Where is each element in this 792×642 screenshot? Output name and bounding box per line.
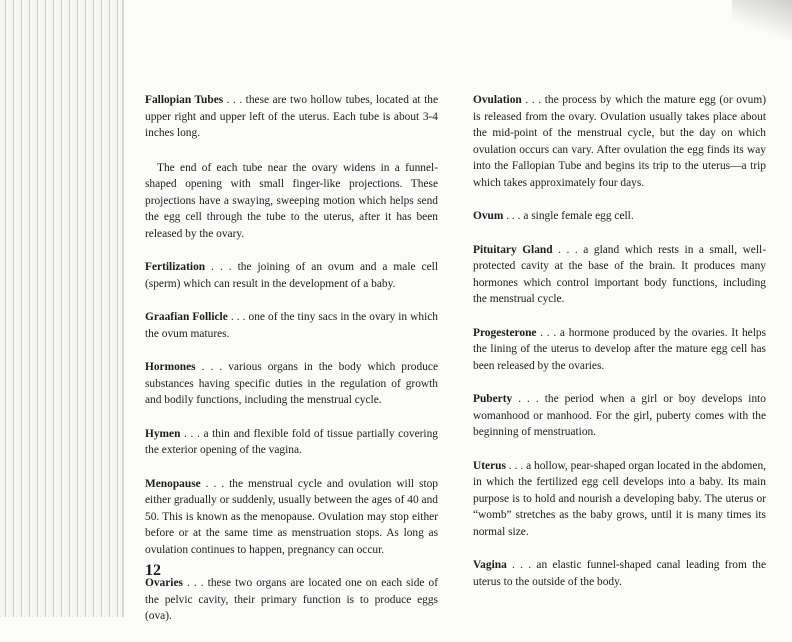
glossary-entry-fertilization bbox=[145, 259, 438, 292]
glossary-definition: . . . a single female egg cell. bbox=[503, 210, 634, 222]
glossary-term: Graafian Follicle bbox=[145, 311, 228, 323]
glossary-term: Menopause bbox=[145, 477, 201, 490]
glossary-term: Pituitary Gland bbox=[473, 243, 553, 256]
glossary-definition: . . . these two organs are located one on each side of the pelvic cavity, their primary function is to produce eggs (ova). bbox=[145, 577, 438, 622]
page-edge bbox=[122, 0, 124, 617]
glossary-definition: . . . an elastic funnel-shaped canal leading from the uterus to the outside of the body. bbox=[473, 559, 766, 588]
glossary-entry-ovum bbox=[473, 208, 766, 225]
glossary-entry-graafian-follicle bbox=[145, 309, 438, 342]
glossary-definition: . . . a hormone produced by the ovaries. It helps the lining of the uterus to develop after the mature egg cell has been released by the ovaries. bbox=[473, 326, 766, 372]
glossary-term: Progesterone bbox=[473, 326, 537, 339]
glossary-entry-menopause bbox=[145, 476, 438, 559]
glossary-term: Puberty bbox=[473, 393, 513, 405]
glossary-definition: . . . these are two hollow tubes, located at the upper right and upper left of the uterus. Each tube is about 3-4 inches long. bbox=[145, 94, 438, 139]
glossary-entry-hormones bbox=[145, 359, 438, 409]
glossary-term: Hymen bbox=[145, 427, 181, 440]
glossary-term: Ovum bbox=[473, 210, 504, 222]
glossary-term: Fallopian Tubes bbox=[145, 94, 224, 106]
glossary-entry-vagina bbox=[473, 557, 766, 590]
glossary-definition: . . . various organs in the body which produce substances having specific duties in the regulation of growth and bodily functions, including the menstrual cycle. bbox=[145, 361, 438, 406]
glossary-paragraph: The end of each tube near the ovary widens in a funnel-shaped opening with small finger-like projections. These projections have a swaying, sweeping motion which helps send the egg cell through the tube to the uterus, after it has been released by the ovary. bbox=[145, 161, 438, 240]
glossary-term: Fertilization bbox=[145, 261, 206, 273]
glossary-term: Hormones bbox=[145, 361, 196, 373]
glossary-definition: . . . a hollow, pear-shaped organ located in the abdomen, in which the fertilized egg cell develops into a baby. Its main purpose is to hold and nourish a developing baby. The uterus or “womb” stretches as the baby grows, until it is many times its normal size. bbox=[473, 459, 766, 538]
page-number: 12 bbox=[145, 562, 161, 579]
glossary-definition: . . . a thin and flexible fold of tissue partially covering the exterior opening of the vagina. bbox=[145, 427, 438, 456]
glossary-entry-fallopian-tubes bbox=[145, 92, 438, 142]
glossary-term: Vagina bbox=[473, 559, 507, 571]
glossary-definition: . . . the menstrual cycle and ovulation will stop either gradually or suddenly, usually between the ages of 40 and 50. This is known as the menopause. Ovulation may stop either before or at the same time as menstruation stops. As long as ovulation continues to happen, pregnancy can occur. bbox=[145, 477, 438, 556]
glossary-term: Ovulation bbox=[473, 94, 522, 106]
glossary-term: Uterus bbox=[473, 459, 506, 472]
right-column bbox=[473, 92, 766, 607]
glossary-term: Ovaries bbox=[145, 577, 183, 589]
glossary-entry-hymen bbox=[145, 426, 438, 459]
glossary-definition: . . . the period when a girl or boy develops into womanhood or manhood. For the girl, puberty comes with the beginning of menstruation. bbox=[473, 393, 766, 438]
glossary-entry-ovaries bbox=[145, 575, 438, 625]
glossary-definition: . . . the process by which the mature egg (or ovum) is released from the ovary. Ovulation usually takes place about the mid-point of the menstrual cycle, but the day on which ovulation occurs can vary. After ovulation the egg finds its way into the Fallopian Tube and begins its trip to the uterus—a trip which takes approximately four days. bbox=[473, 94, 766, 189]
glossary-entry-ovulation bbox=[473, 92, 766, 191]
glossary-definition: . . . the joining of an ovum and a male cell (sperm) which can result in the development of a baby. bbox=[145, 261, 438, 290]
glossary-entry-progesterone bbox=[473, 325, 766, 375]
glossary-entry-uterus bbox=[473, 458, 766, 541]
glossary-definition: . . . one of the tiny sacs in the ovary in which the ovum matures. bbox=[145, 311, 438, 340]
glossary-definition: . . . a gland which rests in a small, well-protected cavity at the base of the brain. It produces many hormones which control important body functions, including the menstrual cycle. bbox=[473, 243, 766, 305]
binding-spine bbox=[0, 0, 122, 617]
left-column bbox=[145, 92, 438, 642]
page-shadow bbox=[732, 0, 792, 40]
glossary-entry-pituitary-gland bbox=[473, 242, 766, 308]
glossary-entry-puberty bbox=[473, 391, 766, 441]
